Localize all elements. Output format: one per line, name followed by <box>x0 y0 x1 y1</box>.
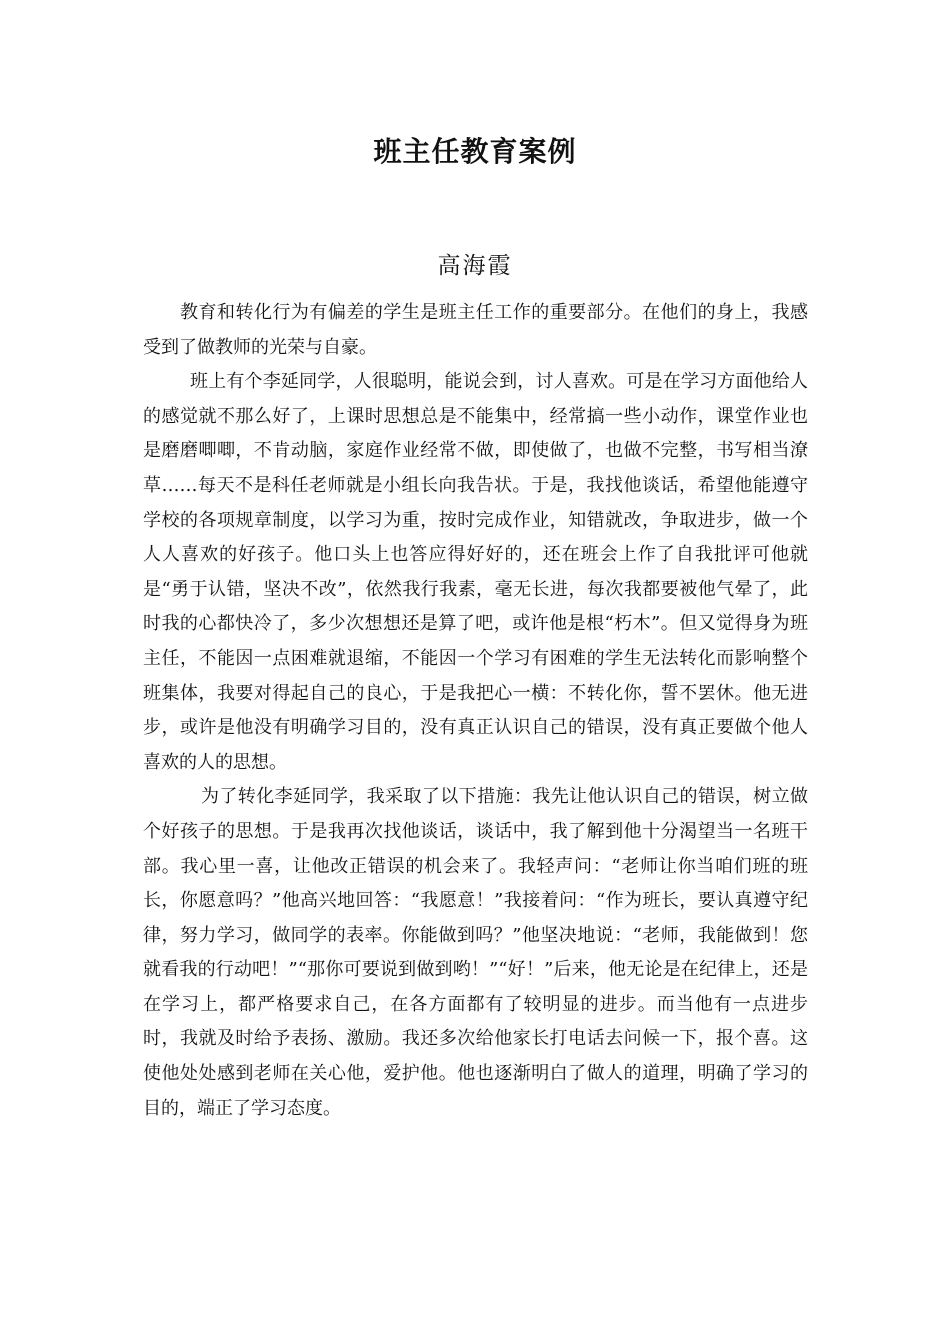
paragraph-intro: 教育和转化行为有偏差的学生是班主任工作的重要部分。在他们的身上，我感受到了做教师的光荣与自豪。 <box>143 302 808 358</box>
document-body <box>143 296 808 1126</box>
document-title: 班主任教育案例 <box>373 135 577 168</box>
author-name: 高海霞 <box>437 253 513 279</box>
paragraph-student-description: 班上有个李延同学，人很聪明，能说会到，讨人喜欢。可是在学习方面他给人的感觉就不那么好了，上课时思想总是不能集中，经常搞一些小动作，课堂作业也是磨磨唧唧，不肯动脑，家庭作业经常不做，即使做了，也做不完整，书写相当潦草……每天不是科任老师就是小组长向我告状。于是，我找他谈话，希望他能遵守学校的各项规章制度，以学习为重，按时完成作业，知错就改，争取进步，做一个人人喜欢的好孩子。他口头上也答应得好好的，还在班会上作了自我批评可他就是“勇于认错，坚决不改”，依然我行我素，毫无长进，每次我都要被他气晕了，此时我的心都快冷了，多少次想想还是算了吧，或许他是根“朽木”。但又觉得身为班主任，不能因一点困难就退缩，不能因一个学习有困难的学生无法转化而影响整个班集体，我要对得起自己的良心，于是我把心一横：不转化你，誓不罢休。他无进步，或许是他没有明确学习目的，没有真正认识自己的错误，没有真正要做个他人喜欢的人的思想。 <box>143 371 808 773</box>
paragraph-measures: 为了转化李延同学，我采取了以下措施：我先让他认识自己的错误，树立做个好孩子的思想。于是我再次找他谈话，谈话中，我了解到他十分渴望当一名班干部。我心里一喜，让他改正错误的机会来了。我轻声问：“老师让你当咱们班的班长，你愿意吗？”他高兴地回答：“我愿意！”我接着问：“作为班长，要认真遵守纪律，努力学习，做同学的表率。你能做到吗？”他坚决地说：“老师，我能做到！您就看我的行动吧！”“那你可要说到做到哟！”“好！”后来，他无论是在纪律上，还是在学习上，都严格要求自己，在各方面都有了较明显的进步。而当他有一点进步时，我就及时给予表扬、激励。我还多次给他家长打电话去问候一下，报个喜。这使他处处感到老师在关心他，爱护他。他也逐渐明白了做人的道理，明确了学习的目的，端正了学习态度。 <box>143 786 808 1119</box>
